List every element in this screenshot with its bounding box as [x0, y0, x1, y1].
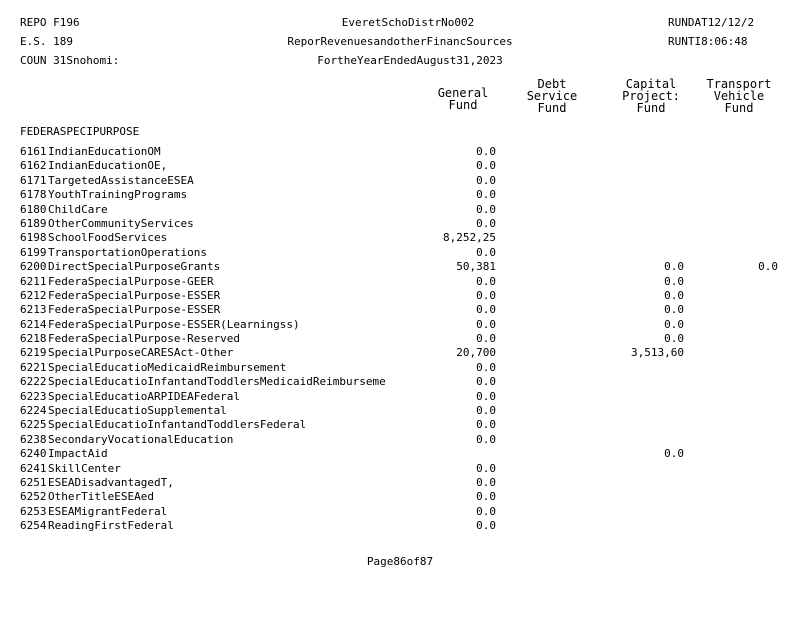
account-description: YouthTrainingPrograms — [48, 188, 188, 202]
table-row — [0, 519, 800, 533]
column-heading-line: Fund — [636, 101, 666, 115]
account-code: 6198 — [20, 231, 47, 245]
column-heading-line: Fund — [724, 101, 754, 115]
transport-vehicle-fund-value: 0.0 — [758, 260, 778, 274]
table-row — [0, 217, 800, 231]
account-code: 6253 — [20, 504, 47, 518]
table-row — [0, 375, 800, 389]
table-row — [0, 361, 800, 375]
general-fund-value: 0.0 — [476, 332, 496, 346]
general-fund-value: 0.0 — [476, 375, 496, 389]
general-fund-value: 0.0 — [476, 504, 496, 518]
account-code: 6225 — [20, 418, 47, 432]
capital-projects-fund-value: 0.0 — [664, 260, 684, 274]
table-row — [0, 246, 800, 260]
account-code: 6213 — [20, 303, 47, 317]
table-row — [0, 332, 800, 346]
table-row — [0, 289, 800, 303]
column-heading-line: General — [437, 86, 489, 100]
account-description: OtherTitleESEAed — [48, 490, 154, 504]
general-fund-value: 0.0 — [476, 274, 496, 288]
column-heading-line: Fund — [537, 101, 567, 115]
account-description: FederaSpecialPurpose-ESSER(Learningss) — [48, 317, 300, 331]
account-code: 6161 — [20, 145, 47, 158]
table-row — [0, 318, 800, 332]
account-code: 6252 — [20, 490, 47, 504]
account-description: FederaSpecialPurpose-Reserved — [48, 332, 241, 346]
account-code: 6200 — [20, 260, 47, 274]
account-description: TransportationOperations — [48, 245, 207, 259]
account-description: ReadingFirstFederal — [48, 519, 174, 533]
account-description: SpecialEducatioInfantandToddlersFederal — [48, 418, 307, 432]
table-row — [0, 203, 800, 217]
account-code: 6212 — [20, 288, 47, 302]
account-code: 6223 — [20, 389, 47, 403]
table-row — [0, 433, 800, 447]
general-fund-value: 0.0 — [476, 173, 496, 187]
account-description: IndianEducationOM — [48, 145, 161, 158]
column-heading-debt — [507, 78, 597, 114]
general-fund-value: 0.0 — [476, 404, 496, 418]
column-heading-general — [418, 87, 508, 111]
section-title: FEDERASPECIPURPOSE — [20, 125, 140, 138]
general-fund-value: 0.0 — [476, 317, 496, 331]
capital-projects-fund-value: 0.0 — [664, 317, 684, 331]
district-name: EveretSchoDistrNo002 — [341, 16, 475, 29]
general-fund-value: 50,381 — [456, 260, 496, 274]
general-fund-value: 8,252,25 — [443, 231, 496, 245]
account-code: 6171 — [20, 173, 47, 187]
account-code: 6240 — [20, 447, 47, 461]
account-description: SpecialEducatioSupplemental — [48, 404, 227, 418]
county-label: COUN 31Snohomi: — [20, 54, 120, 67]
account-code: 6211 — [20, 274, 47, 288]
general-fund-value: 0.0 — [476, 475, 496, 489]
table-row — [0, 490, 800, 504]
capital-projects-fund-value: 0.0 — [664, 288, 684, 302]
account-code: 6218 — [20, 332, 47, 346]
run-date: RUNDAT12/12/2 — [668, 16, 755, 29]
column-heading-line: Debt — [537, 77, 567, 91]
general-fund-value: 20,700 — [456, 346, 496, 360]
table-row — [0, 159, 800, 173]
account-description: ChildCare — [48, 202, 108, 216]
account-description: SpecialEducatioInfantandToddlersMedicaidReimburseme — [48, 375, 386, 389]
revenue-table — [0, 145, 800, 534]
general-fund-value: 0.0 — [476, 418, 496, 432]
account-code: 6238 — [20, 432, 47, 446]
account-description: FederaSpecialPurpose-ESSER — [48, 303, 221, 317]
run-time: RUNTI8:06:48 — [668, 35, 748, 48]
account-code: 6199 — [20, 245, 47, 259]
capital-projects-fund-value: 0.0 — [664, 447, 684, 461]
general-fund-value: 0.0 — [476, 288, 496, 302]
report-id: REPO F196 — [20, 16, 80, 29]
column-heading-line: Service — [526, 89, 578, 103]
account-description: SpecialEducatioARPIDEAFederal — [48, 389, 241, 403]
general-fund-value: 0.0 — [476, 303, 496, 317]
account-description: SecondaryVocationalEducation — [48, 432, 234, 446]
table-row — [0, 260, 800, 274]
general-fund-value: 0.0 — [476, 432, 496, 446]
page-number: Page86of87 — [366, 555, 434, 568]
account-code: 6251 — [20, 475, 47, 489]
account-code: 6219 — [20, 346, 47, 360]
account-code: 6254 — [20, 519, 47, 533]
general-fund-value: 0.0 — [476, 461, 496, 475]
column-heading-capital — [606, 78, 696, 114]
capital-projects-fund-value: 3,513,60 — [631, 346, 684, 360]
school-id: E.S. 189 — [20, 35, 73, 48]
table-row — [0, 346, 800, 360]
report-period: FortheYearEndedAugust31,2023 — [317, 54, 503, 67]
account-code: 6180 — [20, 202, 47, 216]
general-fund-value: 0.0 — [476, 202, 496, 216]
column-heading-line: Capital — [625, 77, 677, 91]
account-description: SchoolFoodServices — [48, 231, 168, 245]
table-row — [0, 188, 800, 202]
account-description: IndianEducationOE, — [48, 159, 168, 173]
account-description: SpecialPurposeCARESAct-Other — [48, 346, 234, 360]
table-row — [0, 418, 800, 432]
general-fund-value: 0.0 — [476, 188, 496, 202]
account-description: FederaSpecialPurpose-GEER — [48, 274, 214, 288]
account-description: ImpactAid — [48, 447, 108, 461]
account-description: DirectSpecialPurposeGrants — [48, 260, 221, 274]
capital-projects-fund-value: 0.0 — [664, 303, 684, 317]
account-description: ESEADisadvantagedT, — [48, 475, 174, 489]
general-fund-value: 0.0 — [476, 159, 496, 173]
general-fund-value: 0.0 — [476, 389, 496, 403]
account-description: TargetedAssistanceESEA — [48, 173, 194, 187]
account-description: SpecialEducatioMedicaidReimbursement — [48, 360, 287, 374]
table-row — [0, 404, 800, 418]
general-fund-value: 0.0 — [476, 360, 496, 374]
table-row — [0, 275, 800, 289]
table-row — [0, 447, 800, 461]
table-row — [0, 390, 800, 404]
table-row — [0, 231, 800, 245]
account-code: 6241 — [20, 461, 47, 475]
table-row — [0, 462, 800, 476]
account-code: 6222 — [20, 375, 47, 389]
general-fund-value: 0.0 — [476, 145, 496, 158]
capital-projects-fund-value: 0.0 — [664, 274, 684, 288]
general-fund-value: 0.0 — [476, 490, 496, 504]
table-row — [0, 505, 800, 519]
column-heading-line: Project: — [622, 89, 680, 103]
column-heading-transport — [694, 78, 784, 114]
table-row — [0, 303, 800, 317]
account-code: 6224 — [20, 404, 47, 418]
table-row — [0, 145, 800, 159]
general-fund-value: 0.0 — [476, 216, 496, 230]
report-title: ReporRevenuesandotherFinancSources — [287, 35, 513, 48]
account-description: ESEAMigrantFederal — [48, 504, 168, 518]
account-description: SkillCenter — [48, 461, 121, 475]
account-code: 6214 — [20, 317, 47, 331]
general-fund-value: 0.0 — [476, 245, 496, 259]
account-code: 6178 — [20, 188, 47, 202]
account-description: FederaSpecialPurpose-ESSER — [48, 288, 221, 302]
capital-projects-fund-value: 0.0 — [664, 332, 684, 346]
table-row — [0, 476, 800, 490]
table-row — [0, 174, 800, 188]
account-code: 6221 — [20, 360, 47, 374]
account-code: 6162 — [20, 159, 47, 173]
account-code: 6189 — [20, 216, 47, 230]
account-description: OtherCommunityServices — [48, 216, 194, 230]
column-heading-line: Transport — [706, 77, 772, 91]
column-heading-line: Vehicle — [713, 89, 765, 103]
column-heading-line: Fund — [448, 98, 478, 112]
general-fund-value: 0.0 — [476, 519, 496, 533]
